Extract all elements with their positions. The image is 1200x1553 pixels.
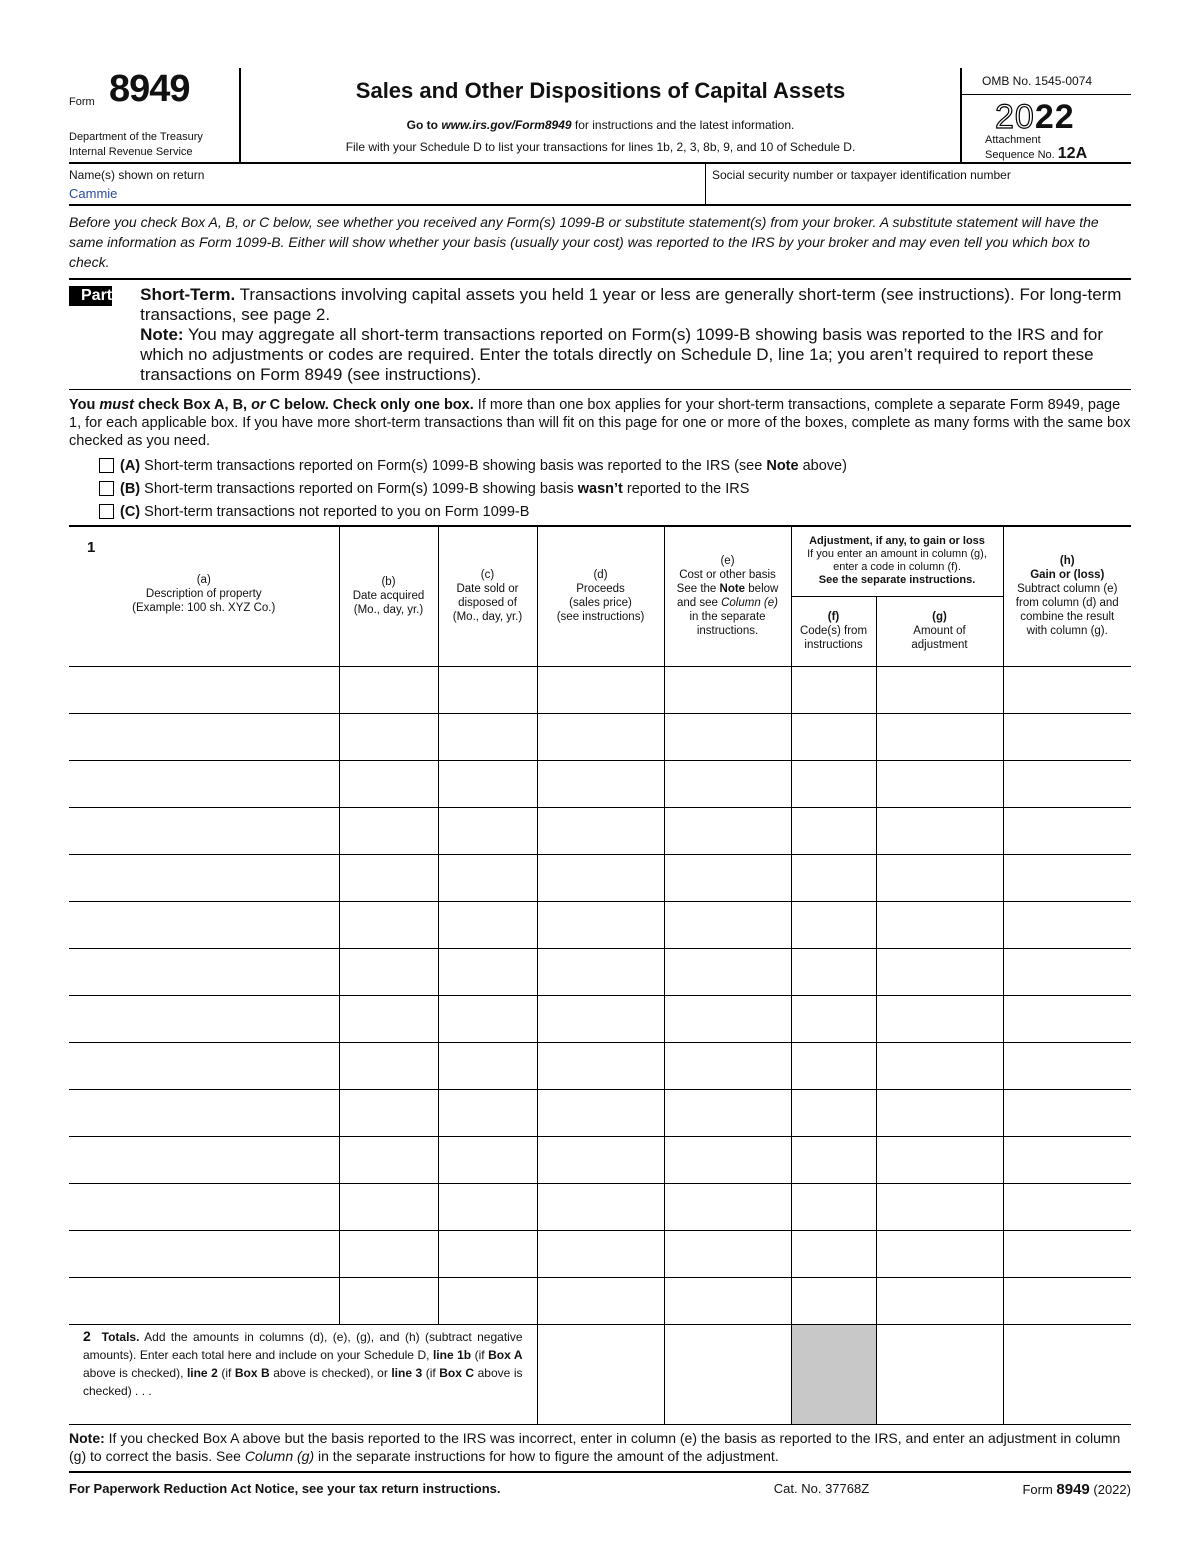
checkbox-c-letter: (C) xyxy=(120,503,141,520)
cell-col-c[interactable] xyxy=(438,995,537,1042)
adj-line3: See the separate instructions. xyxy=(818,574,976,587)
cell-col-g[interactable] xyxy=(876,948,1003,995)
ssn-field[interactable] xyxy=(706,164,1131,204)
col-h-line2: from column (d) and xyxy=(1015,597,1119,610)
cell-col-e[interactable] xyxy=(664,713,791,760)
totals-boxb: Box B xyxy=(234,1365,270,1380)
cell-col-g[interactable] xyxy=(876,1183,1003,1230)
must-b3: C below. Check only one box. xyxy=(265,397,474,413)
cell-col-f[interactable] xyxy=(791,1136,876,1183)
cell-col-b[interactable] xyxy=(339,666,438,713)
part-note-label: Note: xyxy=(140,325,184,344)
title-block xyxy=(241,68,960,162)
table-row xyxy=(69,995,1131,1042)
cell-col-f[interactable] xyxy=(791,666,876,713)
form-title: Sales and Other Dispositions of Capital Assets xyxy=(355,78,846,103)
col-b-line1: Date acquired xyxy=(352,590,425,603)
cell-col-h[interactable] xyxy=(1003,1089,1131,1136)
cell-col-d[interactable] xyxy=(537,760,664,807)
cell-col-h[interactable] xyxy=(1003,854,1131,901)
cell-col-g[interactable] xyxy=(876,666,1003,713)
footer-form-word: Form xyxy=(1022,1481,1057,1497)
note2-text2: in the separate instructions for how to figure the amount of the adjustment. xyxy=(314,1447,779,1464)
cell-col-b[interactable] xyxy=(339,1042,438,1089)
cell-col-e[interactable] xyxy=(664,854,791,901)
must-check-instructions xyxy=(69,390,1131,450)
total-e-cell[interactable] xyxy=(664,1324,791,1424)
cell-col-e[interactable] xyxy=(664,948,791,995)
checkbox-a-letter: (A) xyxy=(120,457,141,474)
cell-col-a[interactable] xyxy=(69,1230,339,1277)
goto-url[interactable]: www.irs.gov/Form8949 xyxy=(441,118,572,132)
checkbox-a[interactable] xyxy=(99,458,114,473)
checkbox-b-letter: (B) xyxy=(120,480,141,497)
paperwork-notice: For Paperwork Reduction Act Notice, see your tax return instructions. xyxy=(69,1480,501,1496)
cell-col-h[interactable] xyxy=(1003,948,1131,995)
cell-col-b[interactable] xyxy=(339,1277,438,1324)
totals-boxa: Box A xyxy=(488,1347,523,1362)
cell-col-d[interactable] xyxy=(537,666,664,713)
cell-col-c[interactable] xyxy=(438,901,537,948)
col-f-letter: (f) xyxy=(827,611,840,623)
col-e-line5: instructions. xyxy=(696,625,759,638)
name-row xyxy=(69,164,1131,206)
cell-col-c[interactable] xyxy=(438,948,537,995)
must-rest: If more than one box applies for your short-term transactions, complete a separate Form 8949, page 1, for each applicable box. If you have more short-term transactions than will fit on this page for one or more of the boxes, complete as many forms with the same box checked as you need. xyxy=(69,397,1131,449)
cell-col-e[interactable] xyxy=(664,1136,791,1183)
cell-col-b[interactable] xyxy=(339,1089,438,1136)
cell-col-c[interactable] xyxy=(438,760,537,807)
cell-col-d[interactable] xyxy=(537,995,664,1042)
checkbox-b-text: Short-term transactions reported on Form(s) 1099-B showing basis xyxy=(140,480,578,497)
cell-col-g[interactable] xyxy=(876,1136,1003,1183)
cell-col-g[interactable] xyxy=(876,760,1003,807)
table-row xyxy=(69,666,1131,713)
cell-col-f[interactable] xyxy=(791,995,876,1042)
col-d-line1: Proceeds xyxy=(576,583,625,596)
cell-col-g[interactable] xyxy=(876,1042,1003,1089)
omb-block xyxy=(960,68,1131,162)
cell-col-h[interactable] xyxy=(1003,713,1131,760)
cell-col-c[interactable] xyxy=(438,807,537,854)
checkbox-row-c xyxy=(99,500,1131,523)
adj-line1: If you enter an amount in column (g), xyxy=(807,548,987,561)
cell-col-a[interactable] xyxy=(69,854,339,901)
cell-col-d[interactable] xyxy=(537,1277,664,1324)
cell-col-e[interactable] xyxy=(664,1042,791,1089)
totals-l3: line 3 xyxy=(391,1365,423,1380)
cell-col-d[interactable] xyxy=(537,901,664,948)
col-e-l3b: Column (e) xyxy=(721,597,778,610)
cell-col-h[interactable] xyxy=(1003,807,1131,854)
form-id-block xyxy=(69,68,241,162)
table-row xyxy=(69,1230,1131,1277)
total-d-cell[interactable] xyxy=(537,1324,664,1424)
cell-col-a[interactable] xyxy=(69,807,339,854)
totals-t3: above is checked), xyxy=(83,1365,187,1380)
adjustment-header xyxy=(791,526,1003,596)
cell-col-g[interactable] xyxy=(876,1230,1003,1277)
sequence-label: Sequence No. xyxy=(985,149,1055,161)
cell-col-h[interactable] xyxy=(1003,1183,1131,1230)
col-h-letter: (h) xyxy=(1059,555,1075,568)
attachment-label: Attachment xyxy=(985,134,1041,146)
col-a-line2: (Example: 100 sh. XYZ Co.) xyxy=(132,602,276,614)
cell-col-e[interactable] xyxy=(664,807,791,854)
attachment-sequence xyxy=(985,134,1087,162)
col-c-line1: Date sold or xyxy=(456,583,519,596)
year-outline: 20 xyxy=(995,98,1035,136)
totals-bold: Totals. xyxy=(101,1329,140,1344)
cell-col-b[interactable] xyxy=(339,1136,438,1183)
cell-col-h[interactable] xyxy=(1003,1277,1131,1324)
cell-col-e[interactable] xyxy=(664,1089,791,1136)
goto-line xyxy=(241,118,960,132)
cell-col-c[interactable] xyxy=(438,666,537,713)
total-f-shaded xyxy=(791,1324,876,1424)
name-value[interactable]: Cammie xyxy=(69,186,118,201)
cell-col-b[interactable] xyxy=(339,948,438,995)
cell-col-e[interactable] xyxy=(664,1183,791,1230)
col-f-line2: instructions xyxy=(804,639,863,651)
totals-l1b: line 1b xyxy=(432,1347,472,1362)
cell-col-a[interactable] xyxy=(69,760,339,807)
col-f-header xyxy=(791,596,876,666)
table-row xyxy=(69,760,1131,807)
cell-col-d[interactable] xyxy=(537,713,664,760)
cell-col-h[interactable] xyxy=(1003,666,1131,713)
col-d-line2: (sales price) xyxy=(569,597,632,610)
goto-prefix: Go to xyxy=(406,118,442,132)
cell-col-h[interactable] xyxy=(1003,1042,1131,1089)
form-footer xyxy=(69,1473,1131,1498)
col-g-letter: (g) xyxy=(932,611,947,623)
note2-italic: Column (g) xyxy=(244,1447,315,1464)
totals-t5: above is checked), or xyxy=(269,1365,392,1380)
col-h-line1: Subtract column (e) xyxy=(1017,583,1118,596)
cell-col-c[interactable] xyxy=(438,1277,537,1324)
cell-col-d[interactable] xyxy=(537,948,664,995)
cell-col-h[interactable] xyxy=(1003,995,1131,1042)
cell-col-d[interactable] xyxy=(537,1089,664,1136)
cell-col-b[interactable] xyxy=(339,760,438,807)
transactions-table xyxy=(69,525,1131,1425)
table-row xyxy=(69,1042,1131,1089)
cell-col-d[interactable] xyxy=(537,1136,664,1183)
cell-col-a[interactable] xyxy=(69,995,339,1042)
total-h-cell[interactable] xyxy=(1003,1324,1131,1424)
table-rows xyxy=(69,666,1131,1324)
cell-col-g[interactable] xyxy=(876,854,1003,901)
cell-col-a[interactable] xyxy=(69,901,339,948)
col-a-letter: (a) xyxy=(196,574,211,586)
sequence-number: 12A xyxy=(1057,145,1088,162)
cell-col-f[interactable] xyxy=(791,1230,876,1277)
checkbox-b[interactable] xyxy=(99,481,114,496)
cell-col-h[interactable] xyxy=(1003,901,1131,948)
cell-col-a[interactable] xyxy=(69,1277,339,1324)
col-b-line2: (Mo., day, yr.) xyxy=(353,604,424,617)
table-row xyxy=(69,901,1131,948)
totals-t2: (if xyxy=(471,1347,489,1362)
cell-col-f[interactable] xyxy=(791,854,876,901)
col-e-header xyxy=(664,526,791,666)
table-row xyxy=(69,948,1131,995)
adj-line2: enter a code in column (f). xyxy=(833,561,961,574)
checkbox-a-after: above) xyxy=(798,457,847,474)
checkbox-a-bold: Note xyxy=(766,457,799,474)
col-h-title: Gain or (loss) xyxy=(1030,569,1105,582)
cell-col-f[interactable] xyxy=(791,1183,876,1230)
table-row xyxy=(69,1277,1131,1324)
cell-col-c[interactable] xyxy=(438,1230,537,1277)
cell-col-b[interactable] xyxy=(339,995,438,1042)
checkbox-c-text: Short-term transactions not reported to you on Form 1099-B xyxy=(140,503,530,520)
cell-col-c[interactable] xyxy=(438,854,537,901)
cell-col-f[interactable] xyxy=(791,1089,876,1136)
cell-col-d[interactable] xyxy=(537,854,664,901)
cell-col-e[interactable] xyxy=(664,901,791,948)
department xyxy=(69,130,203,160)
cell-col-f[interactable] xyxy=(791,1042,876,1089)
checkbox-row-a xyxy=(99,454,1131,477)
cell-col-c[interactable] xyxy=(438,1089,537,1136)
cell-col-d[interactable] xyxy=(537,1183,664,1230)
col-c-line3: (Mo., day, yr.) xyxy=(452,611,523,624)
col-h-line3: combine the result xyxy=(1020,611,1115,624)
cell-col-b[interactable] xyxy=(339,713,438,760)
cell-col-a[interactable] xyxy=(69,1089,339,1136)
col-g-header xyxy=(876,596,1003,666)
col-a-line1: Description of property xyxy=(145,588,262,600)
checkbox-b-bold: wasn’t xyxy=(577,480,623,497)
col-d-line3: (see instructions) xyxy=(556,611,645,624)
part-heading-text: Transactions involving capital assets you held 1 year or less are generally short-term (see instructions). For long-term transactions, see page 2. xyxy=(140,285,1122,324)
note2-text1: If you checked Box A above but the basis reported to the IRS was incorrect, enter in column (e) the basis as reported to the IRS, and enter an adjustment in column (g) to correct the basis. See xyxy=(69,1429,1121,1464)
cell-col-a[interactable] xyxy=(69,1136,339,1183)
cell-col-f[interactable] xyxy=(791,901,876,948)
checkbox-a-text: Short-term transactions reported on Form(s) 1099-B showing basis was reported to the IRS (see xyxy=(140,457,767,474)
col-e-letter: (e) xyxy=(720,555,735,568)
col-d-letter: (d) xyxy=(593,569,608,582)
cell-col-a[interactable] xyxy=(69,948,339,995)
cell-col-f[interactable] xyxy=(791,948,876,995)
cell-col-a[interactable] xyxy=(69,713,339,760)
cell-col-e[interactable] xyxy=(664,760,791,807)
col-b-letter: (b) xyxy=(381,576,396,589)
cell-col-e[interactable] xyxy=(664,1277,791,1324)
cell-col-a[interactable] xyxy=(69,1183,339,1230)
col-b-header xyxy=(339,526,438,666)
cell-col-e[interactable] xyxy=(664,666,791,713)
table-row xyxy=(69,1136,1131,1183)
cell-col-d[interactable] xyxy=(537,807,664,854)
table-row xyxy=(69,854,1131,901)
col-f-line1: Code(s) from xyxy=(799,625,868,637)
checkbox-b-after: reported to the IRS xyxy=(622,480,750,497)
line-1-number: 1 xyxy=(87,539,96,556)
tax-year xyxy=(995,98,1075,137)
cell-col-g[interactable] xyxy=(876,1089,1003,1136)
footer-form-id xyxy=(1022,1481,1131,1498)
total-g-cell[interactable] xyxy=(876,1324,1003,1424)
part-heading: Short-Term. xyxy=(140,285,236,304)
cell-col-g[interactable] xyxy=(876,807,1003,854)
name-field[interactable] xyxy=(69,164,706,204)
cell-col-b[interactable] xyxy=(339,807,438,854)
cell-col-e[interactable] xyxy=(664,1230,791,1277)
totals-t1: Add the amounts in columns (d), (e), (g), and (h) (subtract negative amounts). Enter each total here and include on your Schedule D, xyxy=(83,1329,523,1362)
adj-title: Adjustment, if any, to gain or loss xyxy=(809,535,985,548)
name-label: Name(s) shown on return xyxy=(69,168,205,182)
col-e-l2c: below xyxy=(745,583,779,596)
col-h-header xyxy=(1003,526,1131,666)
footer-year: (2022) xyxy=(1089,1481,1131,1497)
cell-col-b[interactable] xyxy=(339,901,438,948)
table-row xyxy=(69,807,1131,854)
col-c-letter: (c) xyxy=(480,569,495,582)
bottom-note xyxy=(69,1425,1131,1473)
checkbox-group xyxy=(69,450,1131,523)
dept-line1: Department of the Treasury xyxy=(69,131,203,143)
omb-number: OMB No. 1545-0074 xyxy=(962,68,1131,95)
cell-col-e[interactable] xyxy=(664,995,791,1042)
totals-boxc: Box C xyxy=(439,1365,475,1380)
table-row xyxy=(69,1089,1131,1136)
cell-col-g[interactable] xyxy=(876,901,1003,948)
cell-col-h[interactable] xyxy=(1003,1136,1131,1183)
col-e-l2a: See the xyxy=(676,583,720,596)
part-badge: Part I xyxy=(69,286,112,306)
cell-col-a[interactable] xyxy=(69,1042,339,1089)
catalog-number: Cat. No. 37768Z xyxy=(773,1480,870,1496)
col-h-line4: with column (g). xyxy=(1026,625,1108,638)
form-number: 8949 xyxy=(109,68,190,110)
totals-label xyxy=(69,1324,537,1424)
totals-t7: above is checked) . . . xyxy=(83,1365,523,1398)
must-b2: check Box A, B, xyxy=(134,397,252,413)
cell-col-f[interactable] xyxy=(791,713,876,760)
cell-col-f[interactable] xyxy=(791,1277,876,1324)
dept-line2: Internal Revenue Service xyxy=(69,146,193,158)
file-with-line: File with your Schedule D to list your transactions for lines 1b, 2, 3, 8b, 9, and 10 of Schedule D. xyxy=(345,140,856,154)
cell-col-g[interactable] xyxy=(876,1277,1003,1324)
cell-col-f[interactable] xyxy=(791,807,876,854)
col-c-header xyxy=(438,526,537,666)
cell-col-a[interactable] xyxy=(69,666,339,713)
col-e-line4: in the separate xyxy=(689,611,766,624)
form-header xyxy=(69,68,1131,164)
goto-suffix: for instructions and the latest information. xyxy=(571,118,795,132)
part-note-text: You may aggregate all short-term transactions reported on Form(s) 1099-B showing basis was reported to the IRS and for which no adjustments or codes are required. Enter the totals directly on Schedule D, line 1a; you aren’t required to report these transactions on Form 8949 (see instructions). xyxy=(140,325,1103,384)
cell-col-c[interactable] xyxy=(438,1183,537,1230)
col-a-header xyxy=(69,526,339,666)
cell-col-g[interactable] xyxy=(876,995,1003,1042)
totals-number: 2 xyxy=(83,1327,91,1344)
cell-col-c[interactable] xyxy=(438,713,537,760)
col-d-header xyxy=(537,526,664,666)
cell-col-c[interactable] xyxy=(438,1042,537,1089)
cell-col-g[interactable] xyxy=(876,713,1003,760)
must-b1: You xyxy=(69,397,100,413)
cell-col-h[interactable] xyxy=(1003,1230,1131,1277)
totals-t4: (if xyxy=(217,1365,235,1380)
col-e-l2b: Note xyxy=(719,583,746,596)
part-1-text xyxy=(140,285,1131,385)
cell-col-d[interactable] xyxy=(537,1230,664,1277)
part-1-header xyxy=(69,280,1131,390)
cell-col-h[interactable] xyxy=(1003,760,1131,807)
must-or: or xyxy=(251,397,266,413)
cell-col-b[interactable] xyxy=(339,1230,438,1277)
checkbox-row-b xyxy=(99,477,1131,500)
totals-l2: line 2 xyxy=(186,1365,218,1380)
checkbox-c[interactable] xyxy=(99,504,114,519)
form-word: Form xyxy=(69,96,95,108)
form-page xyxy=(69,68,1131,1498)
col-e-line1: Cost or other basis xyxy=(679,569,776,582)
table-row xyxy=(69,713,1131,760)
must-bi: must xyxy=(99,397,134,413)
footer-form-num: 8949 xyxy=(1056,1480,1090,1498)
ssn-label: Social security number or taxpayer identification number xyxy=(712,168,1011,182)
cell-col-d[interactable] xyxy=(537,1042,664,1089)
cell-col-c[interactable] xyxy=(438,1136,537,1183)
col-c-line2: disposed of xyxy=(458,597,517,610)
cell-col-b[interactable] xyxy=(339,1183,438,1230)
cell-col-b[interactable] xyxy=(339,854,438,901)
col-g-line2: adjustment xyxy=(911,639,968,651)
col-e-l3a: and see xyxy=(676,597,722,610)
totals-row xyxy=(69,1324,1131,1424)
cell-col-f[interactable] xyxy=(791,760,876,807)
note2-label: Note: xyxy=(69,1429,105,1446)
col-g-line1: Amount of xyxy=(913,625,966,637)
table-row xyxy=(69,1183,1131,1230)
year-solid: 22 xyxy=(1034,98,1075,136)
totals-t6: (if xyxy=(422,1365,440,1380)
before-checking-note: Before you check Box A, B, or C below, see whether you received any Form(s) 1099-B or substitute statement(s) from your broker. A substitute statement will have the same information as Form 1099-B. Either will show whether your basis (usually your cost) was reported to the IRS by your broker and may even tell you which box to check. xyxy=(69,206,1131,280)
